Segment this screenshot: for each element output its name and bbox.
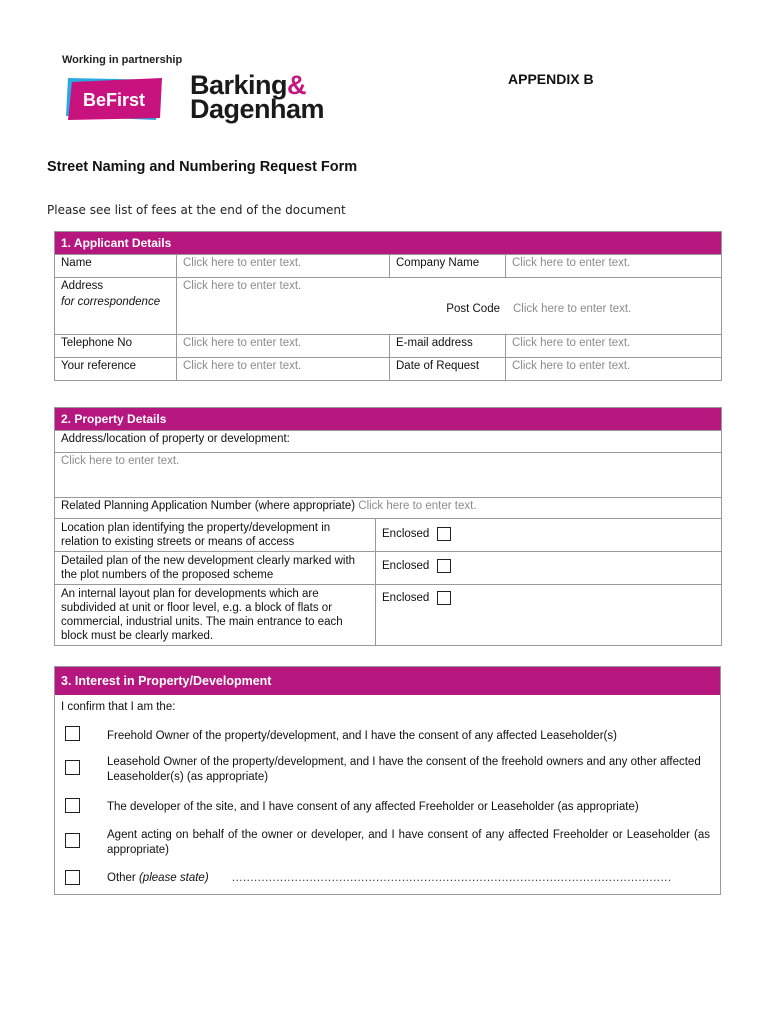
other-note: (please state)	[138, 872, 209, 884]
planning-field[interactable]: Click here to enter text.	[358, 500, 477, 512]
detailed-plan-text: Detailed plan of the new development clearly marked with the plot numbers of the proposed scheme	[55, 552, 376, 585]
interest-section	[54, 666, 721, 895]
internal-layout-status	[376, 585, 722, 646]
address-sub-label: for correspondence	[61, 296, 161, 308]
reference-field[interactable]: Click here to enter text.	[177, 358, 390, 381]
form-title: Street Naming and Numbering Request Form	[47, 159, 358, 175]
company-name-field[interactable]: Click here to enter text.	[506, 255, 722, 278]
internal-layout-checkbox[interactable]	[437, 591, 451, 605]
fees-note: Please see list of fees at the end of the document	[47, 203, 346, 217]
befirst-logo	[64, 76, 164, 122]
address-label: Address	[61, 280, 104, 292]
enclosed-label: Enclosed	[382, 592, 430, 605]
email-field[interactable]: Click here to enter text.	[506, 335, 722, 358]
agent-checkbox[interactable]	[65, 833, 80, 848]
post-code-label: Post Code	[446, 303, 500, 315]
property-details-table	[54, 407, 722, 646]
address-cell	[177, 278, 722, 335]
section1-header: 1. Applicant Details	[55, 232, 722, 255]
partnership-text: Working in partnership	[62, 54, 183, 66]
council-logo-amp: &	[287, 70, 307, 100]
developer-text: The developer of the site, and I have consent of any affected Freeholder or Leaseholder (as appropriate)	[107, 801, 639, 813]
location-plan-text: Location plan identifying the property/development in relation to existing streets or means of access	[55, 519, 376, 552]
property-address-label: Address/location of property or development:	[55, 431, 722, 453]
freehold-checkbox[interactable]	[65, 726, 80, 741]
confirm-text: I confirm that I am the:	[61, 701, 176, 713]
telephone-label: Telephone No	[55, 335, 177, 358]
section3-header: 3. Interest in Property/Development	[55, 667, 720, 695]
name-field[interactable]: Click here to enter text.	[177, 255, 390, 278]
section2-header: 2. Property Details	[55, 408, 722, 431]
other-checkbox[interactable]	[65, 870, 80, 885]
name-label: Name	[55, 255, 177, 278]
post-code-field[interactable]: Click here to enter text.	[513, 303, 632, 315]
other-label: Other	[107, 872, 136, 884]
detailed-plan-status	[376, 552, 722, 585]
enclosed-label: Enclosed	[382, 528, 430, 541]
date-label: Date of Request	[390, 358, 506, 381]
internal-layout-text: An internal layout plan for developments which are subdivided at unit or floor level, e.g. a block of flats or commercial, industrial units. The main entrance to each block must be clearly marked.	[55, 585, 376, 646]
telephone-field[interactable]: Click here to enter text.	[177, 335, 390, 358]
planning-row	[55, 498, 722, 519]
agent-text: Agent acting on behalf of the owner or developer, and I have consent of any affected Freeholder or Leaseholder (as appropriate)	[107, 829, 710, 856]
freehold-text: Freehold Owner of the property/development, and I have the consent of any affected Leaseholder(s)	[107, 730, 617, 742]
property-address-field[interactable]: Click here to enter text.	[55, 453, 722, 498]
detailed-plan-checkbox[interactable]	[437, 559, 451, 573]
enclosed-label: Enclosed	[382, 560, 430, 573]
appendix-label: APPENDIX B	[508, 71, 594, 87]
address-field[interactable]: Click here to enter text.	[183, 280, 302, 292]
other-field[interactable]: .......................................................................................................................	[231, 872, 672, 884]
planning-label: Related Planning Application Number (where appropriate)	[61, 500, 356, 512]
council-logo	[190, 70, 325, 124]
location-plan-status	[376, 519, 722, 552]
email-label: E-mail address	[390, 335, 506, 358]
date-field[interactable]: Click here to enter text.	[506, 358, 722, 381]
applicant-details-table	[54, 231, 722, 381]
address-label-cell	[55, 278, 177, 335]
developer-checkbox[interactable]	[65, 798, 80, 813]
council-logo-line2: Dagenham	[190, 94, 325, 124]
leasehold-checkbox[interactable]	[65, 760, 80, 775]
company-name-label: Company Name	[390, 255, 506, 278]
reference-label: Your reference	[55, 358, 177, 381]
befirst-logo-text: BeFirst	[82, 90, 146, 110]
leasehold-text: Leasehold Owner of the property/development, and I have the consent of the freehold owners and any other affected Leaseholder(s) (as appropriate)	[107, 756, 701, 783]
council-logo-line1: Barking	[190, 70, 288, 100]
location-plan-checkbox[interactable]	[437, 527, 451, 541]
